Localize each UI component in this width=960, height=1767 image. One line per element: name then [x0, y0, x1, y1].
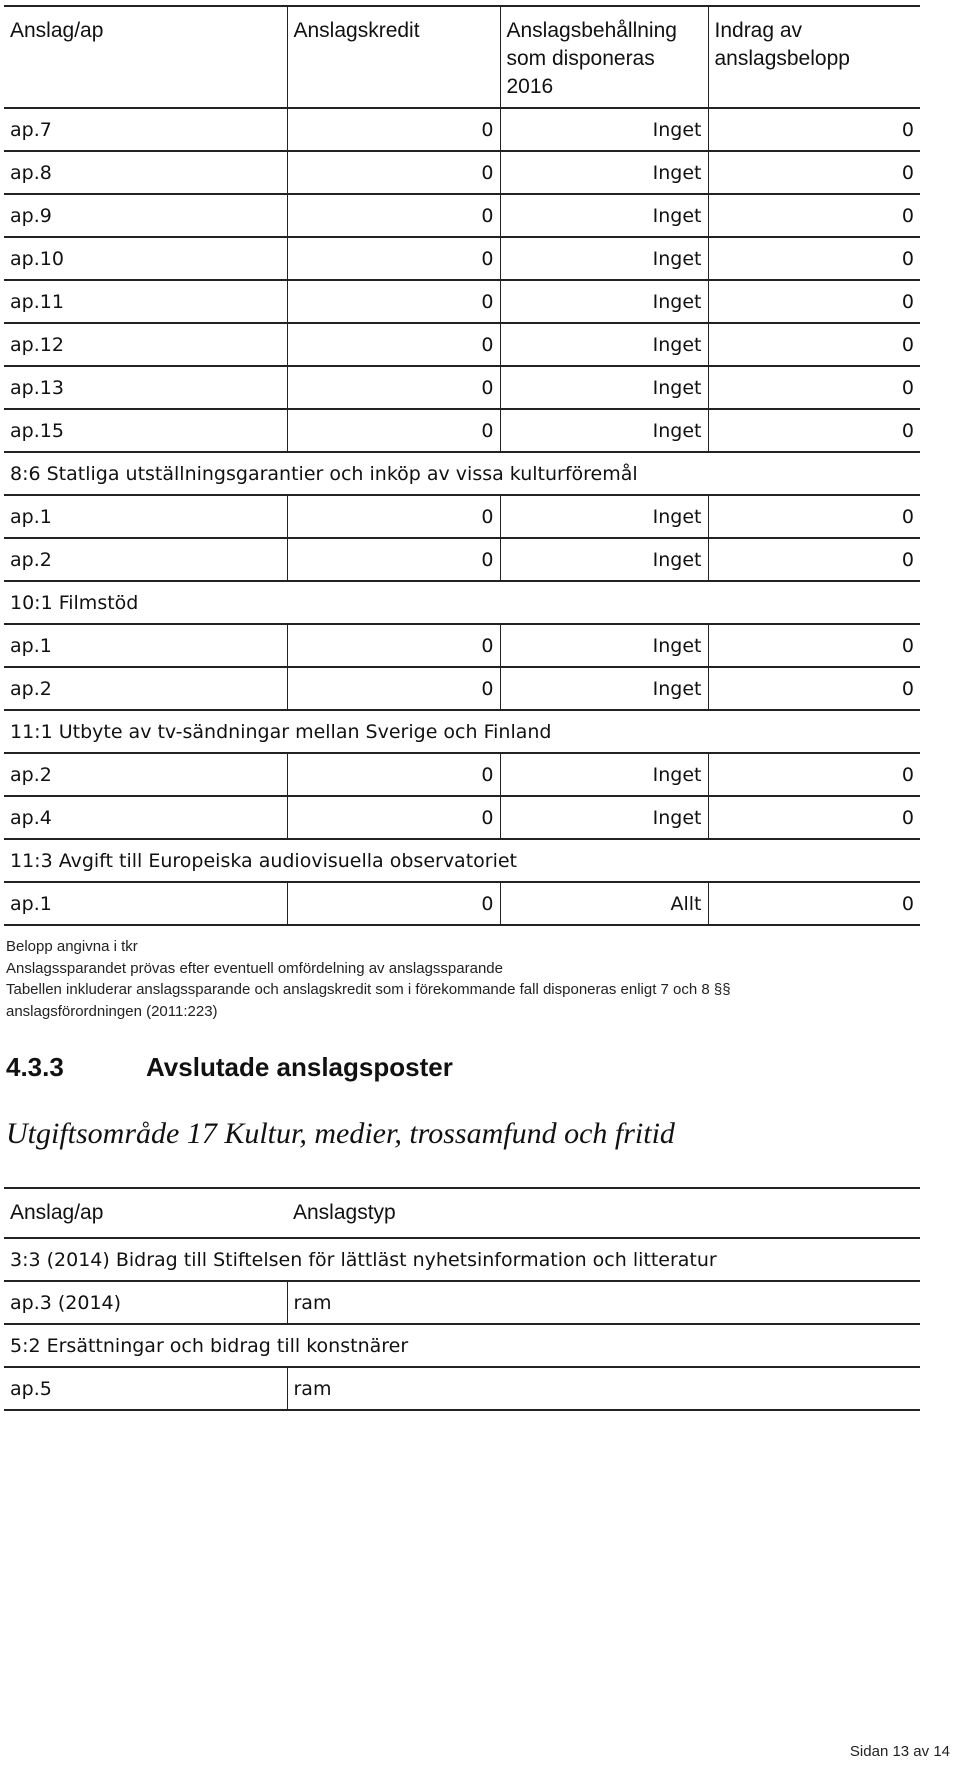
cell-anslagstyp: ram [287, 1367, 920, 1410]
cell-anslag-ap: ap.13 [4, 366, 287, 409]
table-row [4, 194, 920, 237]
section-label: 5:2 Ersättningar och bidrag till konstnärer [4, 1324, 920, 1367]
cell-anslagsbehallning: Inget [500, 495, 708, 538]
cell-anslagsbehallning: Inget [500, 237, 708, 280]
cell-anslag-ap: ap.12 [4, 323, 287, 366]
area-heading: Utgiftsområde 17 Kultur, medier, trossamfund och fritid [6, 1117, 675, 1150]
cell-indrag: 0 [708, 194, 920, 237]
cell-anslag-ap: ap.8 [4, 151, 287, 194]
cell-anslagsbehallning: Inget [500, 753, 708, 796]
cell-anslag-ap: ap.2 [4, 667, 287, 710]
table-row [4, 624, 920, 667]
cell-anslagskredit: 0 [287, 882, 500, 925]
cell-indrag: 0 [708, 237, 920, 280]
cell-anslag-ap: ap.15 [4, 409, 287, 452]
cell-anslagsbehallning: Inget [500, 624, 708, 667]
page-number: Sidan 13 av 14 [849, 1743, 950, 1760]
table-row [4, 366, 920, 409]
cell-anslag-ap: ap.7 [4, 108, 287, 151]
footnote: Belopp angivna i tkr [6, 938, 138, 955]
table-row [4, 280, 920, 323]
table-row [4, 1367, 920, 1410]
cell-anslagskredit: 0 [287, 538, 500, 581]
cell-indrag: 0 [708, 753, 920, 796]
table-section-row [4, 839, 920, 882]
section-label: 11:1 Utbyte av tv-sändningar mellan Sverige och Finland [4, 710, 920, 753]
table-section-row [4, 452, 920, 495]
cell-anslagstyp: ram [287, 1281, 920, 1324]
cell-anslag-ap: ap.9 [4, 194, 287, 237]
cell-anslag-ap: ap.10 [4, 237, 287, 280]
cell-anslagsbehallning: Inget [500, 108, 708, 151]
header-anslagsbehallning: Anslagsbehållning som disponeras 2016 [500, 6, 708, 108]
table-row [4, 882, 920, 925]
cell-anslagsbehallning: Inget [500, 323, 708, 366]
cell-anslagsbehallning: Allt [500, 882, 708, 925]
cell-anslagsbehallning: Inget [500, 796, 708, 839]
cell-anslagsbehallning: Inget [500, 151, 708, 194]
cell-indrag: 0 [708, 151, 920, 194]
cell-indrag: 0 [708, 495, 920, 538]
table-header-row [4, 1188, 920, 1238]
cell-anslag-ap: ap.2 [4, 753, 287, 796]
cell-indrag: 0 [708, 796, 920, 839]
header-indrag: Indrag av anslagsbelopp [708, 6, 920, 108]
cell-anslag-ap: ap.2 [4, 538, 287, 581]
cell-anslag-ap: ap.11 [4, 280, 287, 323]
cell-anslag-ap: ap.1 [4, 624, 287, 667]
cell-indrag: 0 [708, 323, 920, 366]
cell-anslag-ap: ap.4 [4, 796, 287, 839]
table-row [4, 667, 920, 710]
cell-anslagskredit: 0 [287, 624, 500, 667]
cell-anslag-ap: ap.3 (2014) [4, 1281, 287, 1324]
closed-posts-table [4, 1187, 920, 1411]
table-row [4, 237, 920, 280]
cell-anslagskredit: 0 [287, 323, 500, 366]
cell-indrag: 0 [708, 882, 920, 925]
cell-anslagskredit: 0 [287, 667, 500, 710]
table-row [4, 108, 920, 151]
cell-indrag: 0 [708, 280, 920, 323]
header-anslagstyp: Anslagstyp [287, 1188, 920, 1238]
cell-anslagskredit: 0 [287, 237, 500, 280]
section-title: Avslutade anslagsposter [146, 1052, 453, 1082]
table-row [4, 753, 920, 796]
allocation-table-body [4, 108, 920, 925]
table-row [4, 151, 920, 194]
cell-anslagskredit: 0 [287, 495, 500, 538]
cell-anslagsbehallning: Inget [500, 667, 708, 710]
cell-anslagskredit: 0 [287, 280, 500, 323]
table-section-row [4, 710, 920, 753]
cell-anslagskredit: 0 [287, 366, 500, 409]
cell-anslagsbehallning: Inget [500, 366, 708, 409]
section-label: 8:6 Statliga utställningsgarantier och inköp av vissa kulturföremål [4, 452, 920, 495]
table-section-row [4, 1238, 920, 1281]
cell-anslagsbehallning: Inget [500, 280, 708, 323]
cell-indrag: 0 [708, 108, 920, 151]
cell-anslagskredit: 0 [287, 409, 500, 452]
cell-anslagskredit: 0 [287, 194, 500, 237]
closed-posts-table-body [4, 1238, 920, 1410]
allocation-table [4, 5, 920, 926]
cell-anslag-ap: ap.1 [4, 495, 287, 538]
table-footnotes [6, 936, 906, 1022]
footnote: Tabellen inkluderar anslagssparande och anslagskredit som i förekommande fall disponeras enligt 7 och 8 §§ [6, 981, 731, 998]
cell-anslagsbehallning: Inget [500, 538, 708, 581]
footnote: Anslagssparandet prövas efter eventuell omfördelning av anslagssparande [6, 959, 503, 977]
cell-anslagskredit: 0 [287, 796, 500, 839]
cell-anslag-ap: ap.5 [4, 1367, 287, 1410]
section-label: 10:1 Filmstöd [4, 581, 920, 624]
cell-indrag: 0 [708, 538, 920, 581]
table-row [4, 323, 920, 366]
cell-anslagskredit: 0 [287, 151, 500, 194]
cell-anslagsbehallning: Inget [500, 409, 708, 452]
table-section-row [4, 581, 920, 624]
table-header-row [4, 6, 920, 108]
footnote: anslagsförordningen (2011:223) [6, 1002, 218, 1020]
section-label: 11:3 Avgift till Europeiska audiovisuella observatoriet [4, 839, 920, 882]
cell-indrag: 0 [708, 667, 920, 710]
cell-indrag: 0 [708, 366, 920, 409]
table-row [4, 796, 920, 839]
section-label: 3:3 (2014) Bidrag till Stiftelsen för lättläst nyhetsinformation och litteratur [4, 1238, 920, 1281]
header-anslagskredit: Anslagskredit [287, 6, 500, 108]
section-heading [6, 1052, 453, 1083]
header-anslag-ap: Anslag/ap [4, 1188, 287, 1238]
header-anslag-ap: Anslag/ap [4, 6, 287, 108]
cell-anslagskredit: 0 [287, 108, 500, 151]
table-row [4, 538, 920, 581]
cell-anslagsbehallning: Inget [500, 194, 708, 237]
cell-anslag-ap: ap.1 [4, 882, 287, 925]
section-number: 4.3.3 [6, 1052, 64, 1082]
table-row [4, 1281, 920, 1324]
cell-indrag: 0 [708, 409, 920, 452]
cell-indrag: 0 [708, 624, 920, 667]
table-row [4, 409, 920, 452]
table-section-row [4, 1324, 920, 1367]
table-row [4, 495, 920, 538]
cell-anslagskredit: 0 [287, 753, 500, 796]
